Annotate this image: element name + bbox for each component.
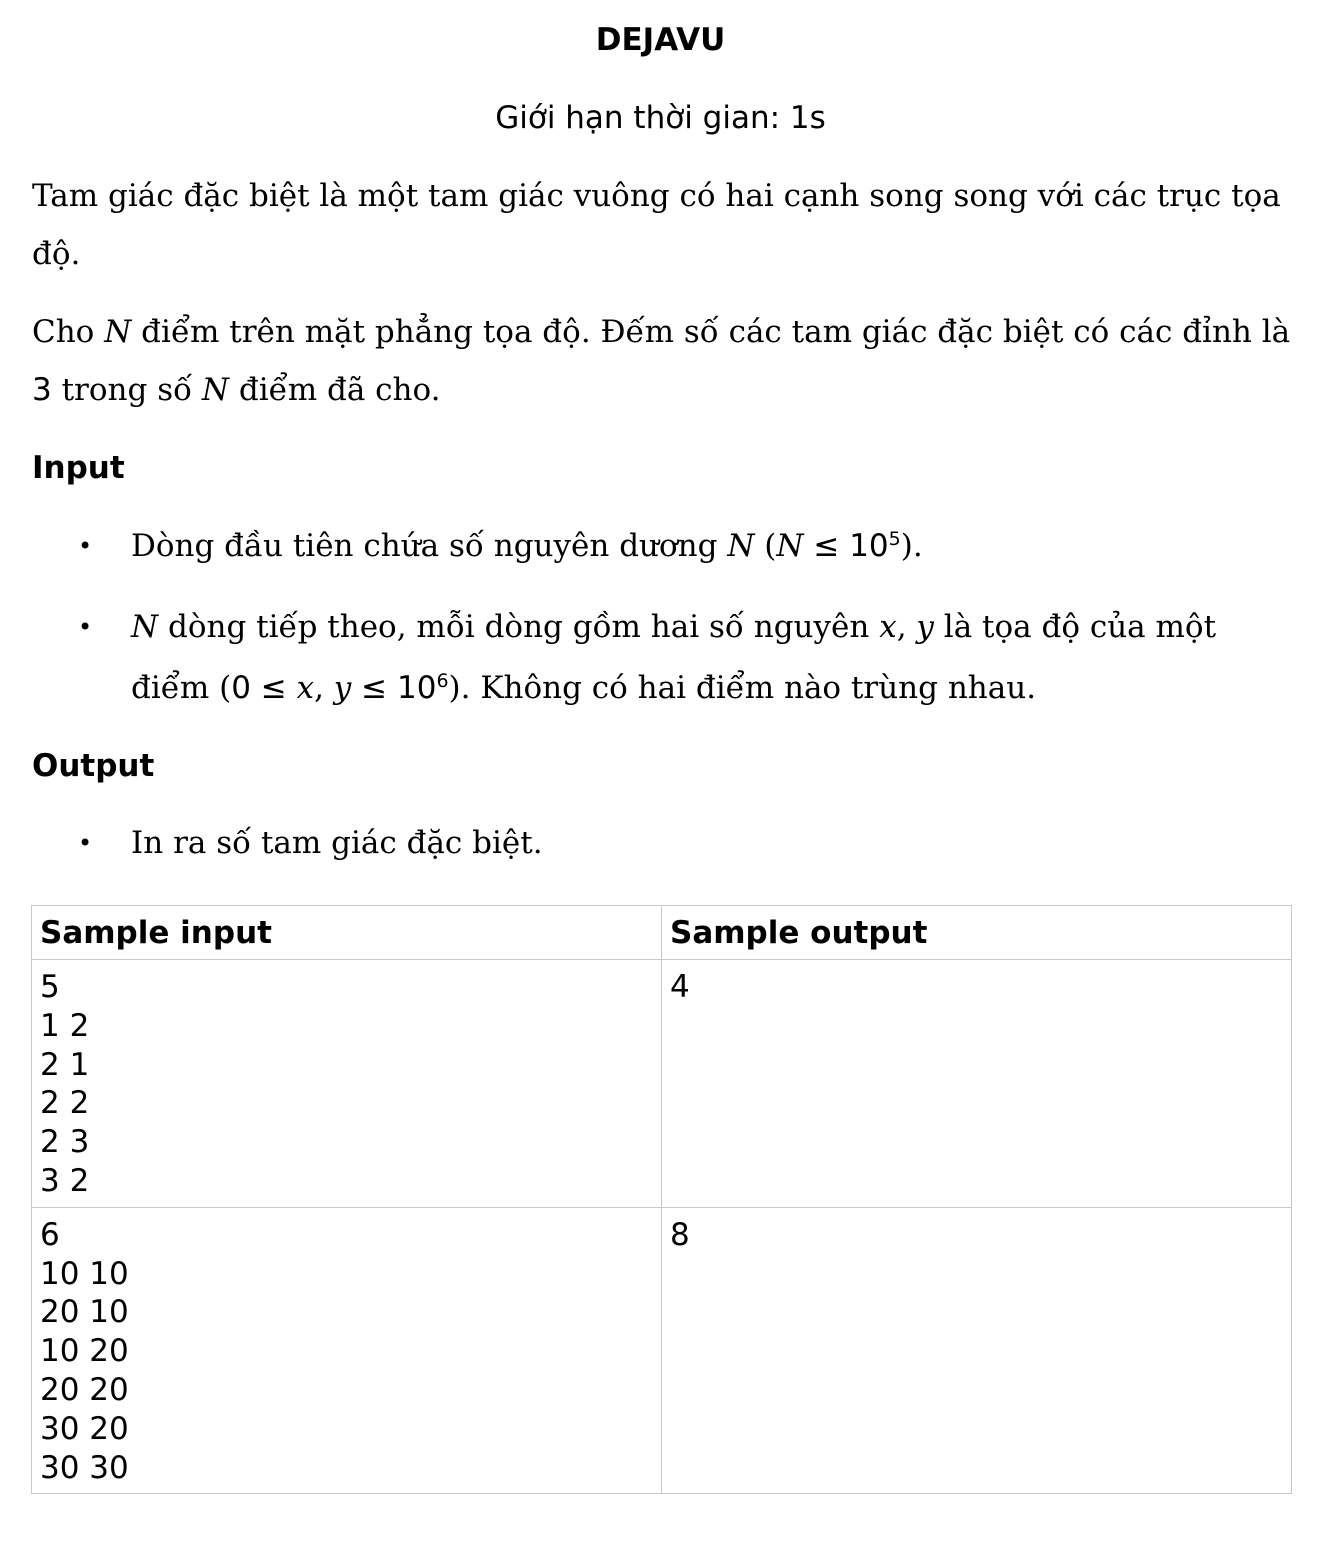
bullet-text: [131, 516, 1278, 577]
sample-input-header: Sample input: [32, 906, 662, 960]
text: dòng tiếp theo, mỗi dòng gồm hai số nguyên: [158, 609, 880, 645]
text: là tọa độ của một điểm (: [131, 609, 1217, 706]
variable-x: x: [296, 670, 315, 706]
number: 3: [32, 372, 52, 408]
table-header-row: [32, 906, 1292, 960]
text: trong số: [51, 372, 202, 408]
text: Dòng đầu tiên chứa số nguyên dương: [131, 528, 728, 564]
exponent: 6: [436, 670, 449, 692]
sample-input-cell: 5 1 2 2 1 2 2 2 3 3 2: [32, 960, 662, 1208]
variable-y: y: [916, 609, 934, 645]
bullet-text: In ra số tam giác đặc biệt.: [131, 825, 543, 861]
text: (: [754, 528, 777, 564]
statement-paragraph-1: Tam giác đặc biệt là một tam giác vuông có hai cạnh song song với các trục tọa độ.: [32, 178, 1281, 272]
problem-title: DEJAVU: [595, 22, 726, 58]
output-heading: Output: [32, 748, 155, 784]
variable-n: N: [104, 314, 132, 350]
text: Cho: [32, 314, 105, 350]
bullet-icon: •: [78, 532, 93, 560]
text: điểm trên mặt phẳng tọa độ. Đếm số các tam giác đặc biệt có các đỉnh là: [131, 314, 1291, 350]
samples-table: [31, 905, 1292, 1494]
math-zero: 0 ≤: [231, 670, 297, 706]
text: ).: [900, 528, 923, 564]
text: ,: [314, 670, 334, 706]
sample-output-header: Sample output: [662, 906, 1292, 960]
text: điểm đã cho.: [229, 372, 441, 408]
text: ,: [896, 609, 917, 645]
input-heading: Input: [32, 450, 125, 486]
statement-paragraph-2: [32, 303, 1294, 419]
variable-x: x: [879, 609, 897, 645]
table-row: [32, 960, 1292, 1208]
sample-output-cell: 8: [662, 1207, 1292, 1494]
math-expression: [351, 670, 448, 706]
sample-input-cell: 6 10 10 20 10 10 20 20 20 30 20 30 30: [32, 1207, 662, 1494]
variable-n: N: [131, 609, 159, 645]
variable-y: y: [333, 670, 352, 706]
leq-text: ≤ 10: [351, 670, 437, 706]
text: ). Không có hai điểm nào trùng nhau.: [448, 670, 1037, 706]
input-bullet-1: [78, 516, 1278, 577]
time-limit: Giới hạn thời gian: 1s: [495, 100, 826, 136]
bullet-icon: •: [78, 829, 93, 857]
leq-text: ≤ 10: [803, 528, 889, 564]
bullet-icon: •: [78, 613, 93, 641]
variable-n: N: [727, 528, 755, 564]
exponent: 5: [888, 528, 901, 550]
variable-n: N: [201, 372, 230, 408]
bullet-text: [131, 597, 1278, 719]
table-row: [32, 1207, 1292, 1494]
math-expression: [804, 528, 901, 564]
sample-output-cell: 4: [662, 960, 1292, 1208]
input-bullet-2: [78, 597, 1278, 719]
output-bullet-1: [78, 813, 1278, 874]
variable-n: N: [776, 528, 804, 564]
